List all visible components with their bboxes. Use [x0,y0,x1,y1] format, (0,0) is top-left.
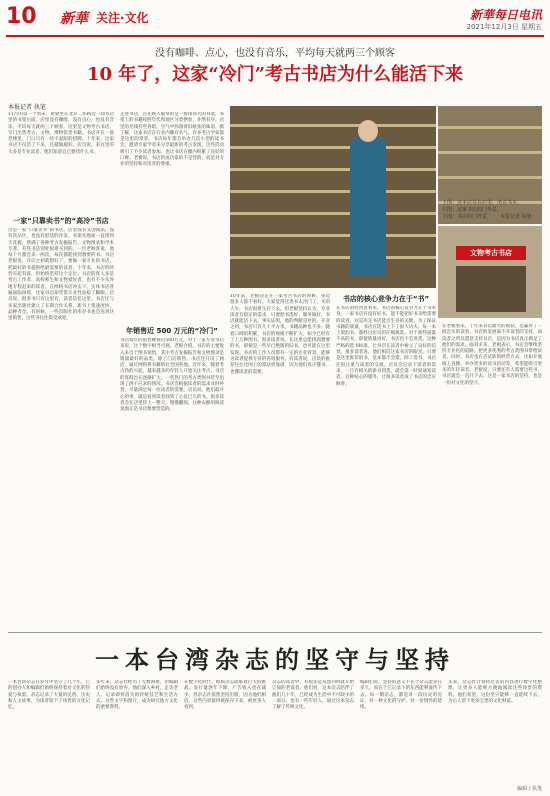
body-text-col-2a: 走进书店，首先映入眼帘的是一排排高大的书架，书架上的书籍按照年代和地区分类摆放，井然有序。店里的光线有些昏暗，空气中弥漫着旧纸张的味道。据了解，这家书店在行业内颇有名气，许多考古学家都是这里的常客。书店每年都会举办几次小型的读书会，邀请专家学者来分享最新的考古发现。这些活动吸引了不少读者参加，也让书店在圈内积累了良好的口碑。老板说，书店的成功靠的不是营销，而是对专业的坚持和对读者的尊重。 [120,112,224,168]
lower-text-col-4: 杂志的读者中，有很多是从创刊时就开始订阅的老读者。他们说，这本杂志陪伴了他们几十年，已经成为生活中不可缺少的一部分。也有一些年轻人，通过这本杂志了解了传统文化。 [272,680,354,711]
paper-name: 新華每日电讯 [469,8,542,22]
body-text-col-3: 10年前，老板决定开一家考古书店的时候，身边很多人都不看好。大家觉得这类书太冷门了，买的人少，书店很难生存下去。但老板坚持认为，专业读者有稳定的需求，只要把书选好、服务做好，书店就能活下去。事实证明，他的判断是对的。开业之初，书店只有几十平方米，书籍品种也不多。随着口碑的积累，书店的规模不断扩大，如今已经有了上万种图书。很多读者说，在这里总能找到想要的书，即使是一些早已绝版的旧书，也可能在这里发现。书店的工作人员都有一定的专业背景，能够为读者提供专业的咨询服务。有读者说，店员的推荐往往比网上的算法更靠谱，因为他们真正懂书，也懂读者的需要。 [230,294,330,375]
subhead-2: 年销售近 500 万元的“冷门” [126,327,218,335]
subhead-1: 一家“只靠卖书”的“高冷”书店 [13,217,109,225]
body-text-col-1b: 这是一家“只靠卖书”的书店。店里没有文创商品，没有饮品区，也没有舒适的沙发。书架从地面一直排到天花板，摆满了各种考古发掘报告、文物图录和学术专著。有些书是别处很难买到的。一位老顾客说，他每个月都会来一两次，每次都能找到想要的书。书店老板说，开店之初就想好了，要做一家专业的书店，把最好的书提供给最需要的读者。十年来，书店的经营有起有落，但始终坚持这个定位。书店的客人多是考古工作者、高校师生和文物爱好者，也有不少从外地专程赶来的读者。在网络书店冲击下，实体书店普遍面临困境，这家书店却凭借专业性站稳了脚跟。店员说，很多书只有这里有，读者信任这里。书店还与多家出版社建立了长期合作关系，新书上架速度快，品种齐全。有时候，一些出版社的库存书也会送到这里销售，这些书往往很受欢迎。 [8,228,114,322]
header-rule [6,35,544,37]
section-divider [8,632,542,633]
store-door [456,266,526,312]
photo-caption-1: 上图：这本店员在店里，清点书本。 [442,200,523,206]
photo-credit: 本报记者 执笔 [500,214,532,220]
photo-caption-2: 左图：这家书店的门外景。 [442,207,503,213]
page-number: 10 [6,4,37,29]
article-subtitle: 没有咖啡、点心，也没有音乐，平均每天就两三个顾客 [155,48,395,59]
storefront-photo [438,226,542,318]
photo-caption-3: 下图：书店的门外景。 [442,214,493,220]
article-headline: 10 年了，这家“冷门”考古书店为什么能活下来 [86,64,464,85]
person-head [358,120,378,142]
editor-credit: 编辑 / 执笔 [517,786,542,792]
brand-logo: 新華 [60,11,88,27]
body-text-col-2b: 书店每年的销售额接近500万元，对于一家专业书店来说，这个数字相当可观。老板介绍，书店的主要收入来自于图书销售，其中考古发掘报告和文物图录是销量最好的品类。除了门店销售，书店还开设了网店，通过网络将书籍销往全国各地。近年来，随着考古热的兴起，越来越多的年轻人开始关注考古，书店的客群也在逐渐扩大。一些热门的考古类图书甚至出现了供不应求的情况。书店会根据读者的需求及时补货，尽量满足每一位读者的需要。店员说，他们最开心的事，就是看到读者找到了心仪已久的书。很多读者会在店里待上一整天，慢慢翻阅，这种安静的阅读氛围正是书店想要营造的。 [120,338,224,413]
subhead-3: 书店的核心竞争力在于“书” [342,295,430,303]
storefront-sign: 文物考古书店 [456,246,526,260]
issue-date: 2021年12月3日 星期五 [466,23,542,31]
lower-text-col-2: 多年来，杂志社经历了无数困难，但编辑们始终没有放弃。他们深入乡村，走访老人，记录即将消失的传统技艺和生活方式。这些文字和图片，成为研究地方文化的重要资料。 [96,680,178,711]
bookshelf-photo [230,106,436,288]
lower-text-col-3: 在数字化时代，纸质杂志面临着巨大的挑战。发行量逐年下降，广告收入也在减少。但杂志社依然坚持出版，因为他们相信，这些内容值得被保存下来，被更多人看到。 [184,680,266,711]
body-text-col-1a: 11月的第一个周末，黄梁坐在北京二环路边一间书店里的书架后面。店里没有咖啡，没有点心，也没有音乐，平均每天就两三个顾客。这里是文物考古书店，专门出售考古、文物、博物馆类书籍。书店开在一座老楼里，门口只有一块不起眼的招牌。十年来，这家书店不仅活了下来，还越做越好。店员说，来这里的大多是专业读者，他们知道自己要找什么书。 [8,112,114,155]
lower-text-col-5: 编辑们说，坚持的意义不在于杂志能存在多久，而在于它记录下的东西能够流传下去。每一期杂志，都是对一段历史的见证，对一种文化的守护，对一份情怀的延续。 [360,680,442,711]
lower-text-col-6: 未来，杂志社计划将过去的内容进行数字化整理，让更多人能够方便地阅读这些珍贵的资料。他们希望，这份坚守能够一直延续下去，为后人留下更多宝贵的文化财富。 [448,680,542,704]
body-text-col-4: 在书店的经营者看来，书店的核心竞争力在于书本身。一家书店有没有好书，能不能把好书卖给需要的读者，这是决定书店能否生存的关键。为了保证书籍的质量，书店在选书上下了很大功夫。每一本上架的书，都经过店员的仔细挑选。对于那些质量不高的书，即使销量再好，书店也不会进货。这种严格的选书标准，让书店在读者中树立了良好的信誉。很多读者说，他们相信这家书店的眼光，只要是这里推荐的书，基本都不会错。除了选书，书店还很注重与读者的交流。店员会记录下读者的需求，一旦有相关的新书到货，就会第一时间通知读者。这种贴心的服务，让很多读者成了书店的忠实顾客。 [336,306,436,387]
person-figure [350,136,386,276]
lower-text-col-1: 一本台湾杂志在岁月中坚守了几十年，它的创办人和编辑们始终保持着对文化的热爱与执着。杂志记录了大量的民俗、历史和人文故事，为读者留下了珍贵的文化记忆。 [8,680,90,711]
body-text-col-5: 在老板看来，十年来书店最大的收获，是赢得了一批忠实的读者。书店的发展离不开读者的支持，而读者之所以愿意支持书店，是因为书店真正满足了他们的需求。面对未来，老板表示，书店会继续坚持专业化的道路，把更多优秀的考古类图书带给读者。同时，书店也在尝试新的经营方式，比如开展线上直播、举办更多的读书活动等，希望能吸引更多的年轻读者。老板说，只要还有人需要这些书，书店就会一直开下去。这是一家书店的坚持，也是一份对文化的坚守。 [442,324,542,386]
byline: 本报记者 执笔 [8,104,46,111]
lower-article-title: 一本台湾杂志的坚守与坚持 [95,645,455,674]
section-title: 关注·文化 [96,11,149,25]
